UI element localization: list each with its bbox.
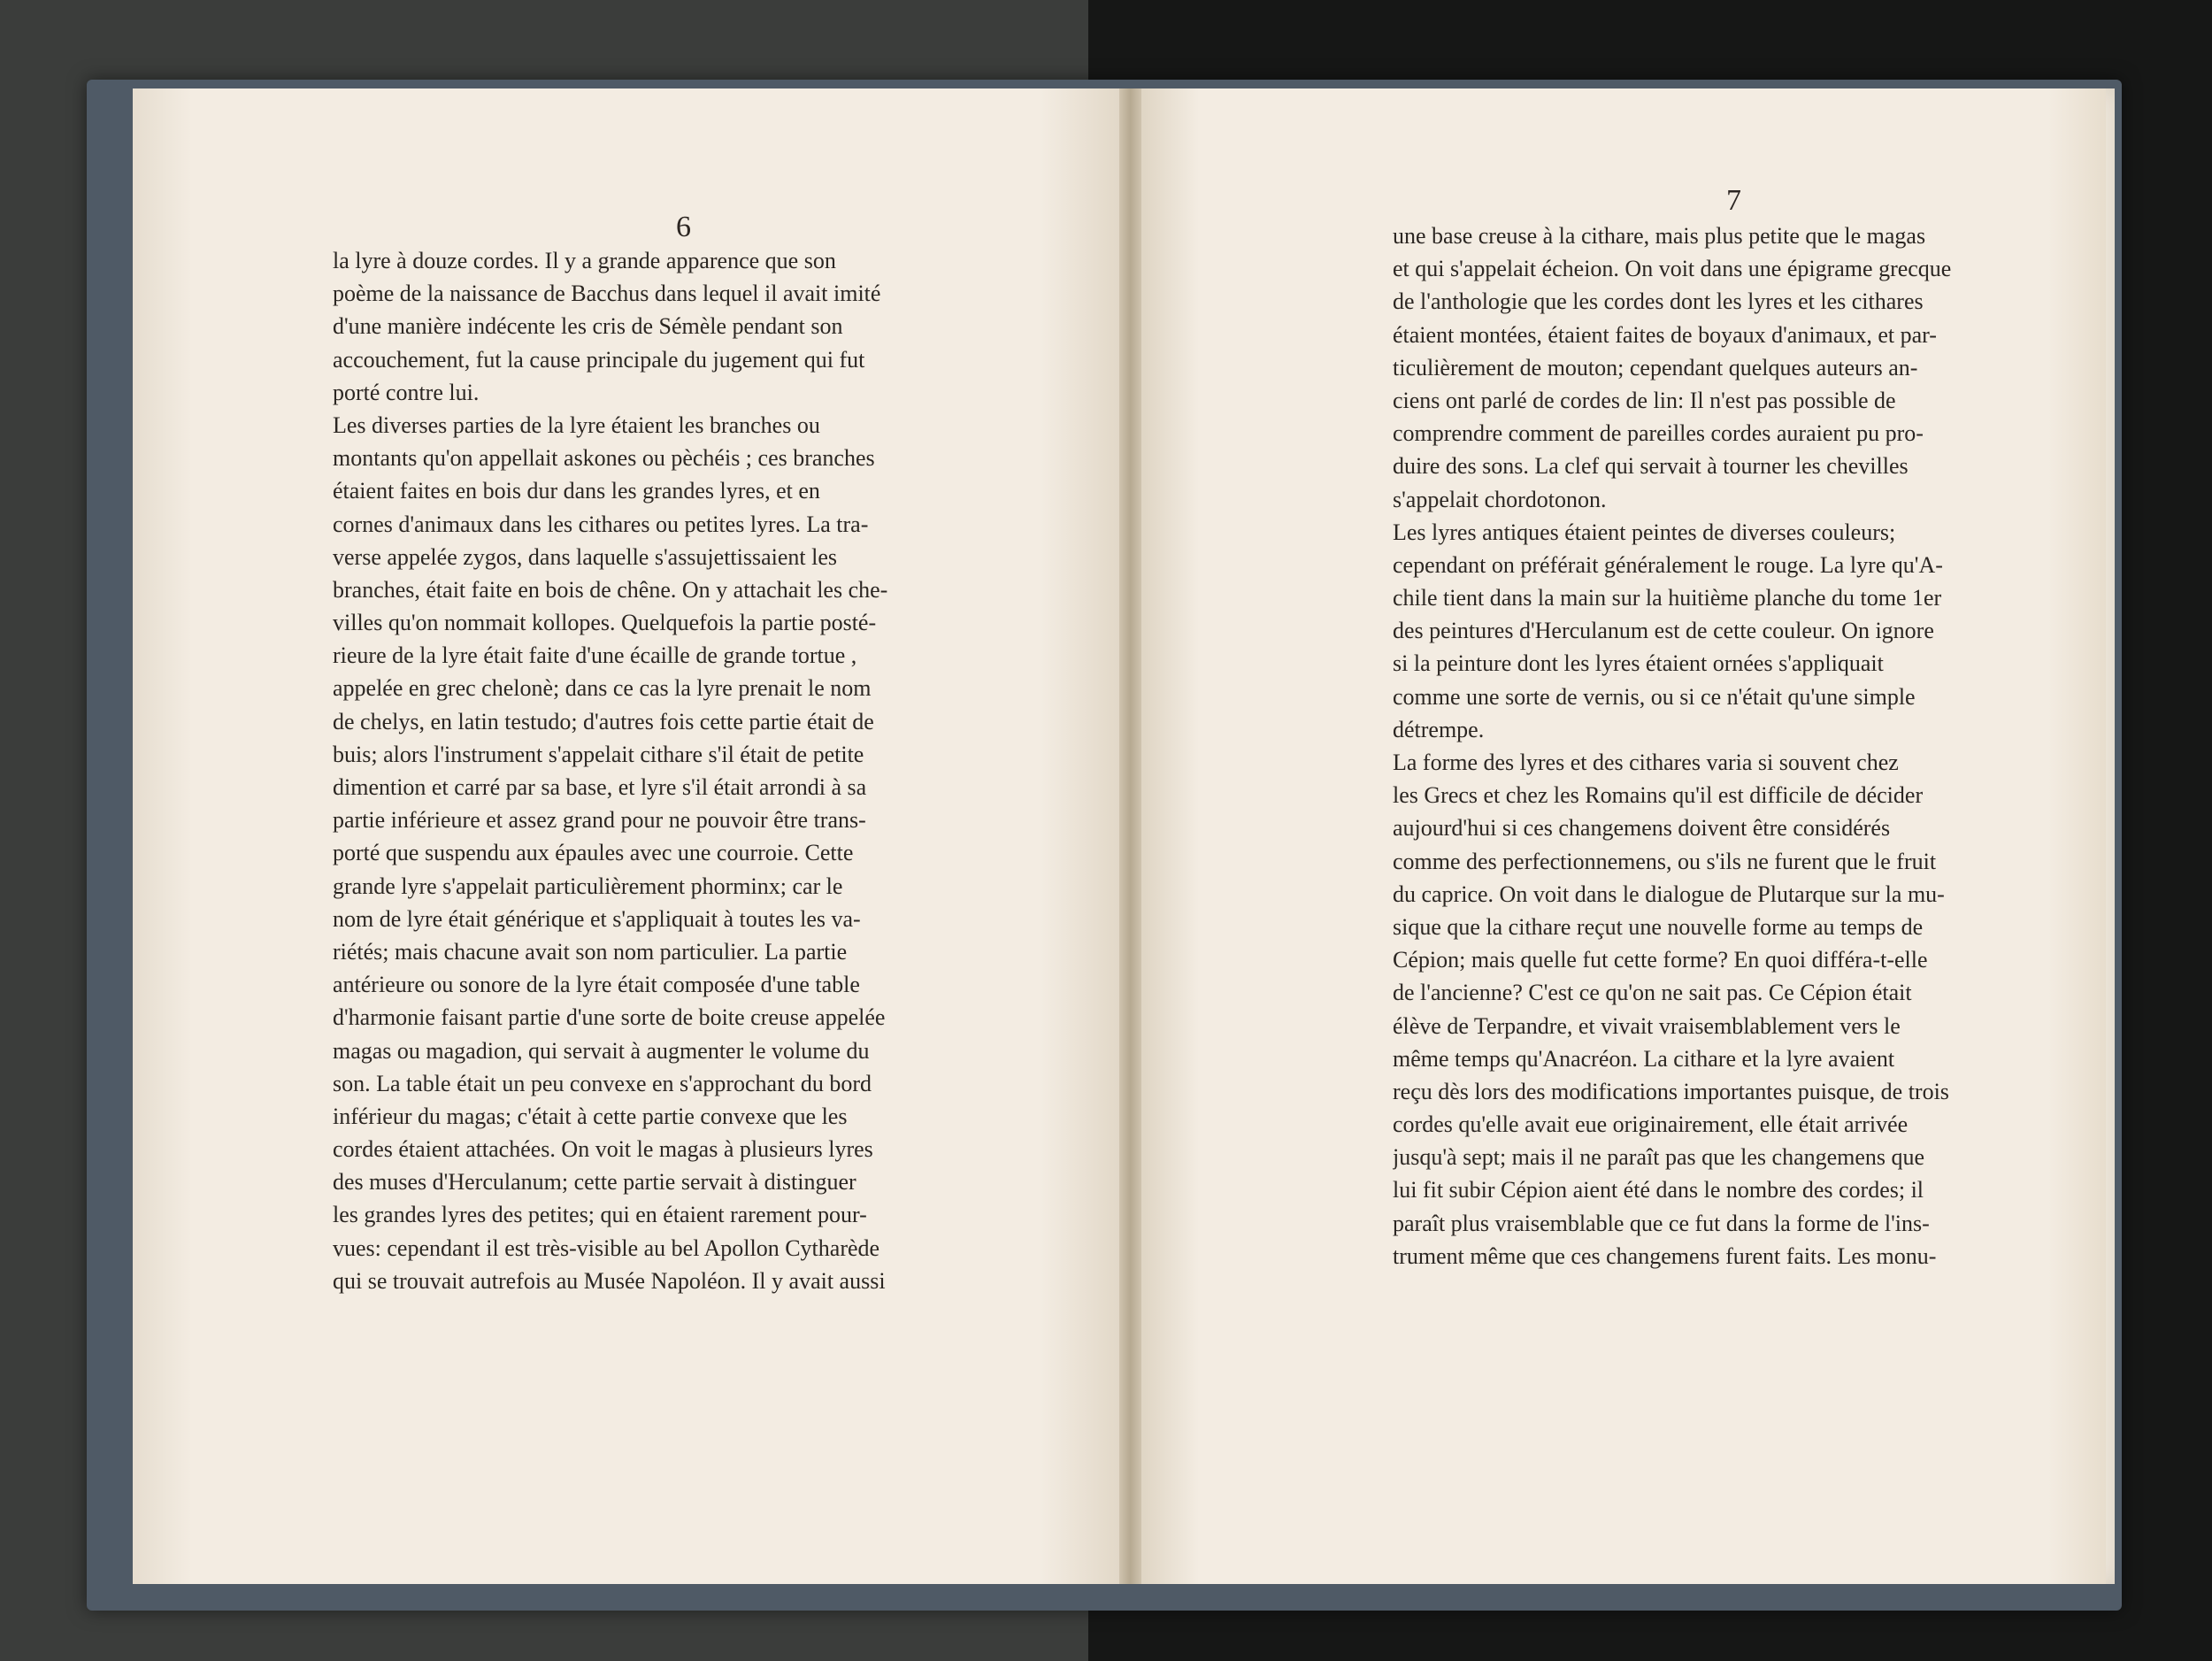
text-line: les Grecs et chez les Romains qu'il est difficile de décider xyxy=(1393,782,1924,809)
left-page-text xyxy=(333,244,1071,1297)
text-line: d'harmonie faisant partie d'une sorte de boite creuse appelée xyxy=(333,1004,886,1031)
text-line: comme des perfectionnemens, ou s'ils ne furent que le fruit xyxy=(1393,848,1937,874)
text-line: et qui s'appelait écheion. On voit dans une épigrame grecque xyxy=(1393,256,1952,282)
right-page xyxy=(1141,88,2106,1584)
text-line: une base creuse à la cithare, mais plus petite que le magas xyxy=(1393,223,1926,249)
text-line: vues: cependant il est très-visible au bel Apollon Cytharède xyxy=(333,1234,880,1261)
text-line: lui fit subir Cépion aient été dans le nombre des cordes; il xyxy=(1393,1177,1924,1203)
text-line: reçu dès lors des modifications importantes puisque, de trois xyxy=(1393,1078,1949,1104)
text-line: cordes étaient attachées. On voit le magas à plusieurs lyres xyxy=(333,1136,873,1163)
text-line: les grandes lyres des petites; qui en étaient rarement pour- xyxy=(333,1202,867,1228)
text-line: des peintures d'Herculanum est de cette couleur. On ignore xyxy=(1393,618,1934,644)
text-line: poème de la naissance de Bacchus dans lequel il avait imité xyxy=(333,281,881,307)
text-line: antérieure ou sonore de la lyre était composée d'une table xyxy=(333,972,860,998)
text-line: branches, était faite en bois de chêne. On y attachait les che- xyxy=(333,576,888,603)
text-line: de chelys, en latin testudo; d'autres fois cette partie était de xyxy=(333,708,874,734)
text-line: magas ou magadion, qui servait à augmenter le volume du xyxy=(333,1037,870,1064)
text-line: grande lyre s'appelait particulièrement phorminx; car le xyxy=(333,873,843,899)
text-line: Les lyres antiques étaient peintes de diverses couleurs; xyxy=(1393,519,1896,545)
text-line: de l'ancienne? C'est ce qu'on ne sait pas. Ce Cépion était xyxy=(1393,980,1912,1006)
text-line: buis; alors l'instrument s'appelait cithare s'il était de petite xyxy=(333,741,864,767)
text-line: nom de lyre était générique et s'appliquait à toutes les va- xyxy=(333,905,861,932)
text-line: jusqu'à sept; mais il ne paraît pas que les changemens que xyxy=(1393,1144,1925,1171)
text-line: dimention et carré par sa base, et lyre s'il était arrondi à sa xyxy=(333,774,867,800)
text-line: rieure de la lyre était faite d'une écaille de grande tortue , xyxy=(333,642,857,669)
text-line: Les diverses parties de la lyre étaient les branches ou xyxy=(333,411,820,438)
text-line: la lyre à douze cordes. Il y a grande apparence que son xyxy=(333,248,836,273)
text-line: appelée en grec chelonè; dans ce cas la lyre prenait le nom xyxy=(333,675,872,702)
text-line: des muses d'Herculanum; cette partie servait à distinguer xyxy=(333,1169,856,1196)
text-line: ciens ont parlé de cordes de lin: Il n'est pas possible de xyxy=(1393,387,1896,413)
text-line: porté que suspendu aux épaules avec une courroie. Cette xyxy=(333,840,854,866)
text-line: Cépion; mais quelle fut cette forme? En quoi différa-t-elle xyxy=(1393,947,1928,973)
text-line: aujourd'hui si ces changemens doivent être considérés xyxy=(1393,815,1891,842)
text-line: verse appelée zygos, dans laquelle s'assujettissaient les xyxy=(333,543,838,570)
text-line: qui se trouvait autrefois au Musée Napoléon. Il y avait aussi xyxy=(333,1267,886,1294)
text-line: son. La table était un peu convexe en s'approchant du bord xyxy=(333,1070,872,1096)
text-line: inférieur du magas; c'était à cette partie convexe que les xyxy=(333,1103,848,1129)
text-line: d'une manière indécente les cris de Sémèle pendant son xyxy=(333,313,843,340)
text-line: de l'anthologie que les cordes dont les lyres et les cithares xyxy=(1393,288,1924,315)
page-number-right: 7 xyxy=(1726,184,1741,217)
book-spread xyxy=(133,88,2115,1584)
text-line: comme une sorte de vernis, ou si ce n'était qu'une simple xyxy=(1393,683,1916,710)
text-line: comprendre comment de pareilles cordes auraient pu pro- xyxy=(1393,420,1924,447)
text-line: étaient faites en bois dur dans les grandes lyres, et en xyxy=(333,478,820,504)
text-line: s'appelait chordotonon. xyxy=(1393,486,1607,512)
right-page-text xyxy=(1393,219,2074,1273)
text-line: duire des sons. La clef qui servait à tourner les chevilles xyxy=(1393,453,1909,480)
text-line: porté contre lui. xyxy=(333,379,480,405)
text-line: riétés; mais chacune avait son nom particulier. La partie xyxy=(333,938,848,965)
page-number-left: 6 xyxy=(676,211,691,243)
text-line: cependant on préférait généralement le rouge. La lyre qu'A- xyxy=(1393,551,1943,578)
text-line: cordes qu'elle avait eue originairement, elle était arrivée xyxy=(1393,1111,1909,1138)
text-line: partie inférieure et assez grand pour ne pouvoir être trans- xyxy=(333,807,866,834)
text-line: ticulièrement de mouton; cependant quelques auteurs an- xyxy=(1393,354,1918,381)
text-line: étaient montées, étaient faites de boyaux d'animaux, et par- xyxy=(1393,321,1937,348)
text-line: du caprice. On voit dans le dialogue de Plutarque sur la mu- xyxy=(1393,880,1945,907)
text-line: accouchement, fut la cause principale du jugement qui fut xyxy=(333,346,865,373)
text-line: montants qu'on appellait askones ou pèchéis ; ces branches xyxy=(333,445,875,472)
text-line: La forme des lyres et des cithares varia si souvent chez xyxy=(1393,750,1899,775)
text-line: élève de Terpandre, et vivait vraisemblablement vers le xyxy=(1393,1012,1901,1039)
text-line: cornes d'animaux dans les cithares ou petites lyres. La tra- xyxy=(333,511,869,537)
text-line: trument même que ces changemens furent faits. Les monu- xyxy=(1393,1242,1937,1269)
text-line: villes qu'on nommait kollopes. Quelquefois la partie posté- xyxy=(333,610,877,636)
text-line: si la peinture dont les lyres étaient ornées s'appliquait xyxy=(1393,650,1884,677)
left-page xyxy=(133,88,1119,1584)
text-line: même temps qu'Anacréon. La cithare et la lyre avaient xyxy=(1393,1045,1895,1072)
text-line: sique que la cithare reçut une nouvelle forme au temps de xyxy=(1393,913,1924,940)
text-line: chile tient dans la main sur la huitième planche du tome 1er xyxy=(1393,585,1942,611)
text-line: paraît plus vraisemblable que ce fut dans la forme de l'ins- xyxy=(1393,1210,1930,1236)
book-gutter xyxy=(1119,88,1141,1584)
text-line: détrempe. xyxy=(1393,716,1485,742)
